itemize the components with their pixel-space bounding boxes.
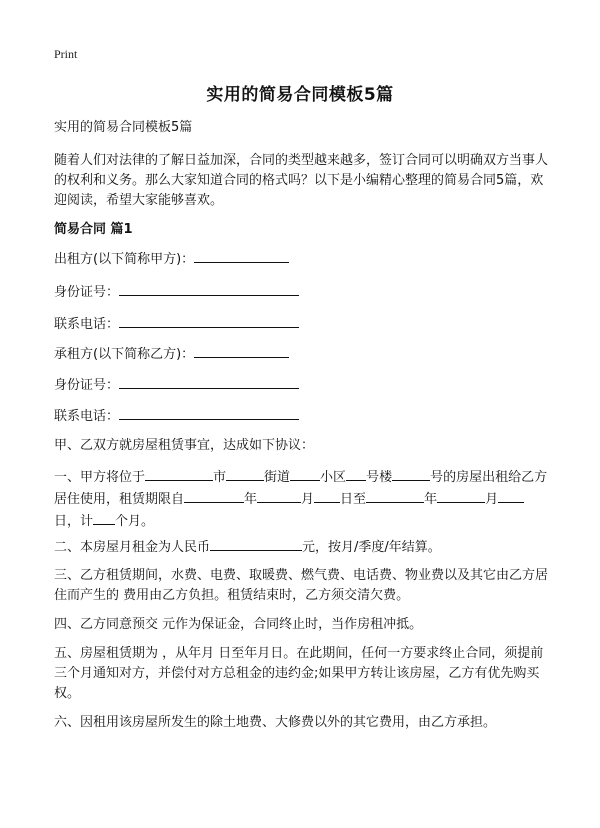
clause-4: 四、乙方同意预交 元作为保证金，合同终止时，当作房租冲抵。 (54, 617, 423, 632)
clause-1-text: 号楼 (366, 470, 393, 485)
lessor-id-label: 身份证号： (54, 285, 120, 300)
clause-6: 六、因租用该房屋所发生的除土地费、大修费以外的其它费用，由乙方承担。 (54, 715, 497, 730)
clause-3: 三、乙方租赁期间，水费、电费、取暖费、燃气费、电话费、物业费以及其它由乙方居住而产生的 费用由乙方负担。租赁结束时，乙方须交清欠费。 (54, 568, 549, 603)
end-year-blank (366, 488, 424, 503)
intro-paragraph: 随着人们对法律的了解日益加深，合同的类型越来越多，签订合同可以明确双方当事人的权利和义务。那么大家知道合同的格式吗？以下是小编精心整理的简易合同5篇，欢迎阅读，希望大家能够喜欢。 (54, 153, 549, 208)
section-heading: 简易合同 篇1 (54, 222, 133, 237)
lessee-name-label: 承租方(以下简称乙方)： (54, 347, 195, 362)
start-year-blank (184, 488, 244, 503)
lessor-phone-label: 联系电话： (54, 317, 120, 332)
document-subtitle: 实用的简易合同模板5篇 (54, 120, 193, 135)
lessee-name-row (54, 343, 289, 365)
community-blank (290, 466, 320, 481)
end-day-blank (498, 488, 524, 503)
room-blank (392, 466, 430, 481)
clause-1-text: 年 (424, 492, 438, 507)
lessor-name-label: 出租方(以下简称甲方)： (54, 252, 195, 267)
clause-1-text: 街道 (264, 470, 291, 485)
lessee-phone-blank (119, 405, 299, 420)
clause-2-text: 二、本房屋月租金为人民币 (54, 540, 211, 555)
clause-2 (54, 536, 550, 558)
city-blank (145, 466, 213, 481)
clause-1-text: 市 (213, 470, 227, 485)
lessor-name-row (54, 248, 289, 270)
lessee-phone-row (54, 405, 299, 427)
lessee-name-blank (194, 343, 289, 358)
clause-1-text: 号的房屋出租给乙方居住使用，租赁期限自 (54, 470, 548, 507)
clause-2-text: 元，按月/季度/年结算。 (302, 540, 441, 555)
clause-1 (54, 466, 550, 532)
clause-1-text: 年 (244, 492, 258, 507)
lessee-phone-label: 联系电话： (54, 409, 120, 424)
building-blank (346, 466, 366, 481)
print-label: Print (54, 47, 78, 61)
lessor-name-blank (194, 248, 289, 263)
clause-1-text: 月 (485, 492, 499, 507)
clause-1-text: 小区 (320, 470, 347, 485)
start-day-blank (314, 488, 340, 503)
start-month-blank (257, 488, 301, 503)
lessee-id-blank (119, 374, 299, 389)
lessor-id-row (54, 281, 299, 303)
lessor-phone-row (54, 313, 299, 335)
clause-1-text: 日，计 (54, 514, 94, 529)
lessor-phone-blank (119, 313, 299, 328)
document-title: 实用的简易合同模板5篇 (206, 85, 394, 105)
end-month-blank (437, 488, 485, 503)
clause-1-text: 月 (301, 492, 315, 507)
lessor-id-blank (119, 281, 299, 296)
clause-1-text: 个月。 (115, 514, 155, 529)
clause-1-text: 日至 (340, 492, 367, 507)
clause-1-text: 一、甲方将位于 (54, 470, 146, 485)
clause-5: 五、房屋租赁期为 ，从年月 日至年月日。在此期间，任何一方要求终止合同，须提前三个月通知对方，并偿付对方总租金的违约金;如果甲方转让该房屋，乙方有优先购买权。 (54, 646, 544, 701)
months-blank (93, 510, 115, 525)
agreement-line: 甲、乙双方就房屋租赁事宜，达成如下协议： (54, 438, 315, 453)
lessee-id-row (54, 374, 299, 396)
lessee-id-label: 身份证号： (54, 378, 120, 393)
rent-blank (210, 536, 302, 551)
street-blank (226, 466, 264, 481)
